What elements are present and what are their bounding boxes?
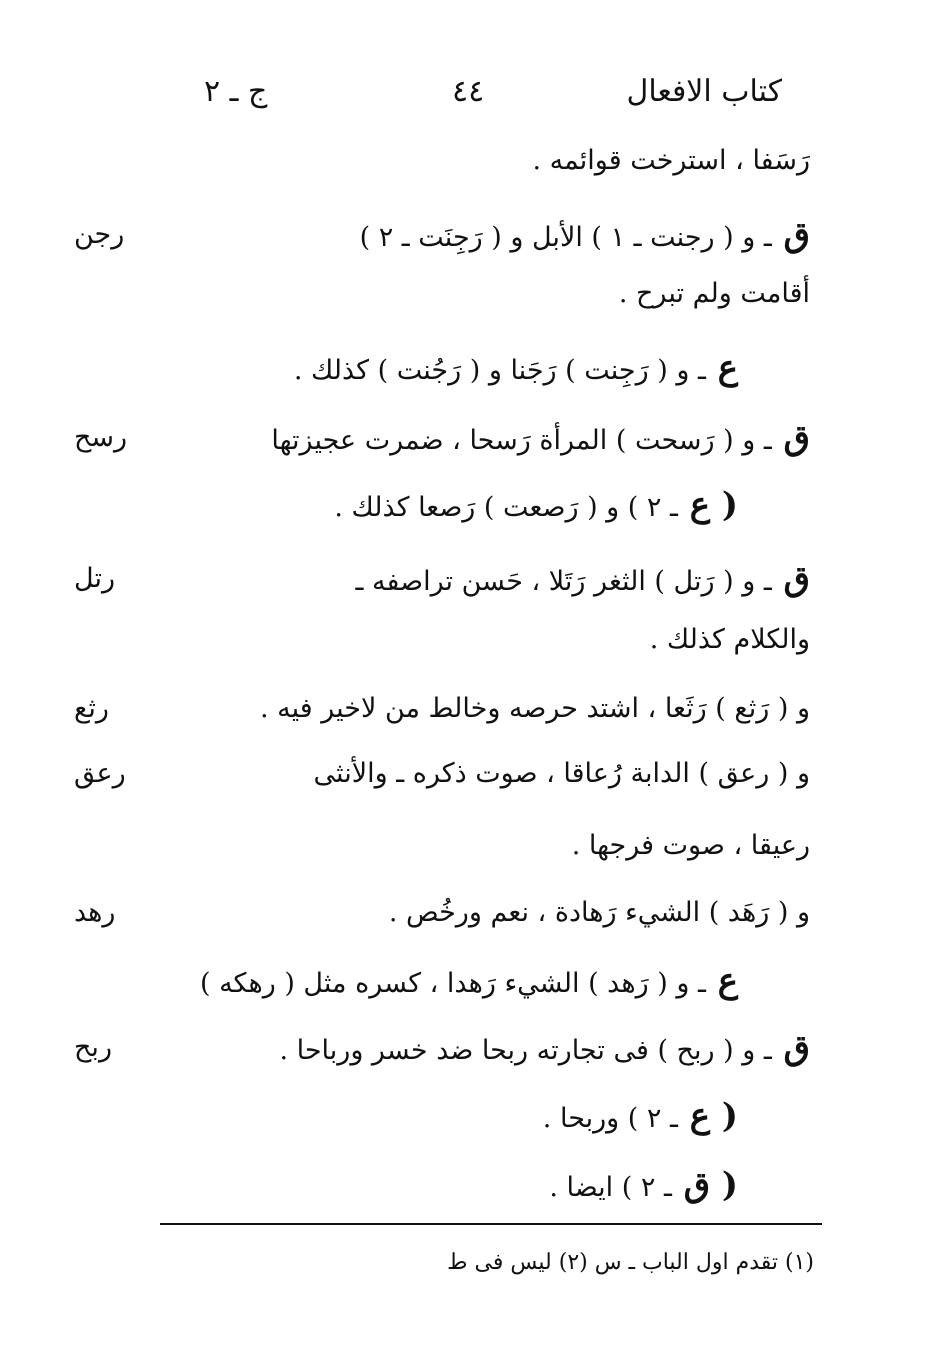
line-text: ـ و ( رَسحت ) المرأة رَسحا ، ضمرت عجيزتها [271, 425, 772, 456]
line-text: ـ و ( رَجِنت ) رَجَنا و ( رَجُنت ) كذلك . [293, 355, 706, 386]
source-marker: ق [771, 215, 810, 255]
line-text: أقامت ولم تبرح . [618, 278, 810, 309]
margin-root-word: رسح [74, 422, 128, 453]
source-marker: ( ع [677, 1096, 738, 1136]
line-text: و ( رَهَد ) الشيء رَهادة ، نعم ورخُص . [388, 897, 810, 928]
text-line [150, 818, 810, 874]
margin-root-word: رتل [74, 563, 116, 594]
line-text: ـ و ( رَتل ) الثغر رَتَلا ، حَسن تراصفه ـ [355, 566, 772, 597]
margin-root-word: ربح [74, 1032, 112, 1063]
text-line [150, 207, 810, 263]
text-line [150, 340, 738, 396]
page-header-title: كتاب الافعال [626, 74, 782, 109]
source-marker: ( ع [677, 485, 738, 525]
source-marker: ع [705, 348, 738, 388]
line-text: ـ و ( ربح ) فى تجارته ربحا ضد خسر ورباحا . [279, 1035, 772, 1066]
line-text: ـ و ( رجنت ـ ١ ) الأبل و ( رَجِنَت ـ ٢ ) [359, 222, 772, 253]
line-text: و ( رَثع ) رَثَعا ، اشتد حرصه وخالط من لاخير فيه . [259, 693, 810, 724]
line-text: رعيقا ، صوت فرجها . [571, 830, 810, 861]
text-line [150, 746, 810, 802]
source-marker: ق [771, 1028, 810, 1068]
text-line [150, 1157, 738, 1213]
text-line [150, 133, 810, 189]
page-number: ٤٤ [452, 74, 485, 109]
text-line [150, 612, 810, 668]
line-text: ـ ٢ ) وربحا . [542, 1103, 678, 1134]
margin-root-word: رثع [74, 693, 109, 724]
text-line [150, 681, 810, 737]
text-line [150, 477, 738, 533]
text-line [150, 410, 810, 466]
source-marker: ق [771, 418, 810, 458]
text-line [150, 1020, 810, 1076]
text-line [150, 551, 810, 607]
source-marker: ق [771, 559, 810, 599]
line-text: رَسَفا ، استرخت قوائمه . [532, 145, 810, 176]
text-line [150, 1088, 738, 1144]
text-line [150, 953, 738, 1009]
margin-root-word: رهد [74, 897, 116, 928]
footnote: (١) تقدم اول الباب ـ س (٢) ليس فى ط [447, 1250, 814, 1275]
line-text: ـ ٢ ) ايضا . [549, 1172, 672, 1203]
line-text: و ( رعق ) الدابة رُعاقا ، صوت ذكره ـ والأنثى [313, 758, 810, 789]
volume-label: ج ـ ٢ [204, 74, 268, 109]
line-text: والكلام كذلك . [649, 624, 810, 655]
source-marker: ع [705, 961, 738, 1001]
margin-root-word: رجن [74, 219, 125, 250]
text-line [150, 885, 810, 941]
margin-root-word: رعق [74, 758, 126, 789]
line-text: ـ ٢ ) و ( رَصعت ) رَصعا كذلك . [334, 492, 678, 523]
text-line [150, 266, 810, 322]
footnote-divider [160, 1223, 822, 1225]
source-marker: ( ق [671, 1165, 738, 1205]
line-text: ـ و ( رَهد ) الشيء رَهدا ، كسره مثل ( رهكه ) [199, 968, 706, 999]
